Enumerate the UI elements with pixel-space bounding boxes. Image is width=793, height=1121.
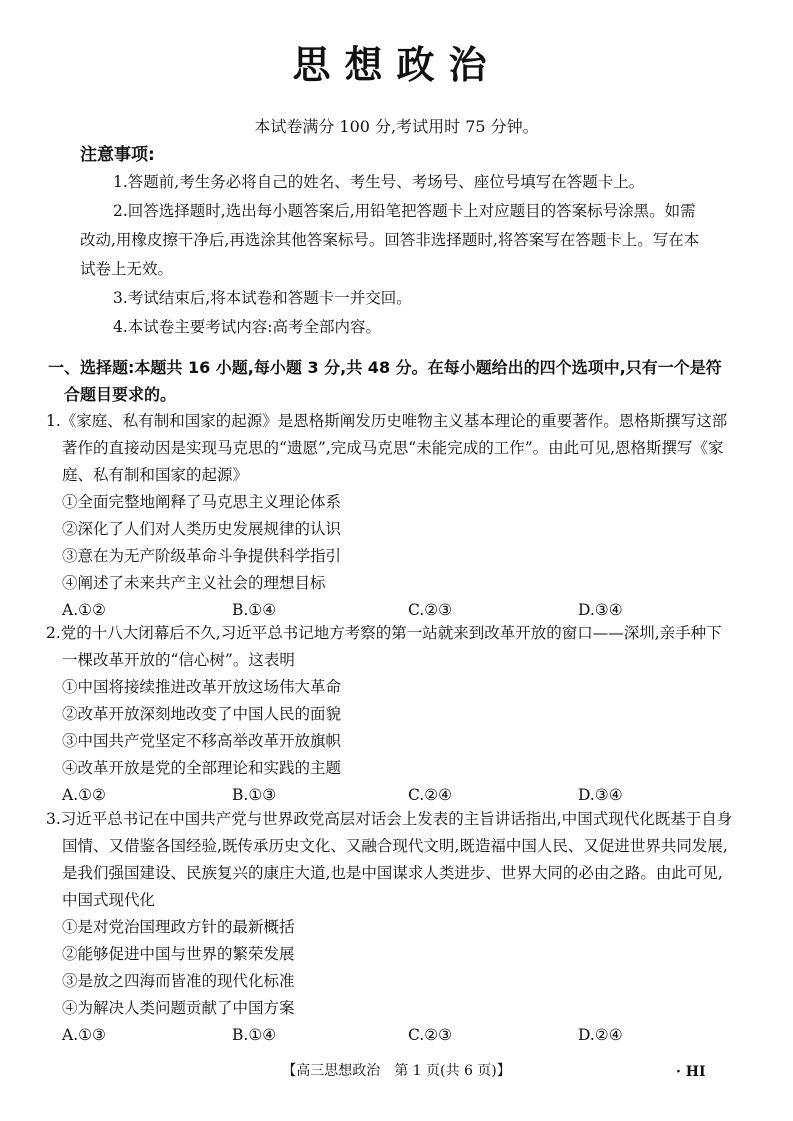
question-stem: 1.《家庭、私有制和国家的起源》是恩格斯阐发历史唯物主义基本理论的重要著作。恩格斯撰写这部著作的直接动因是实现马克思的“遗愿”,完成马克思“未能完成的工作”。由此可见,恩格斯撰写《家庭、私有制和国家的起源》 <box>46 412 728 484</box>
notice-item: 1.答题前,考生务必将自己的姓名、考生号、考场号、座位号填写在答题卡上。 <box>113 173 645 191</box>
question-1 <box>46 408 736 624</box>
question-stem: 3.习近平总书记在中国共产党与世界政党高层对话会上发表的主旨讲话指出,中国式现代化既基于自身国情、又借鉴各国经验,既传承历史文化、又融合现代文明,既造福中国人民、又促进世界共同发展,是我们强国建设、民族复兴的康庄大道,也是中国谋求人类进步、世界大同的必由之路。由此可见,中国式现代化 <box>46 810 733 909</box>
statement: ①是对党治国理政方针的最新概括 <box>62 918 295 936</box>
section-heading-line: 一、选择题:本题共 16 小题,每小题 3 分,共 48 分。在每小题给出的四个选项中,只有一个是符 <box>48 358 722 377</box>
answer-options <box>46 1022 736 1049</box>
statement: ②能够促进中国与世界的繁荣发展 <box>62 945 295 963</box>
notice-list <box>80 168 700 342</box>
option-b: B.①④ <box>232 601 277 619</box>
statement: ④改革开放是党的全部理论和实践的主题 <box>62 759 342 777</box>
section-heading <box>48 354 738 408</box>
option-c: C.②③ <box>408 601 453 619</box>
option-d: D.③④ <box>578 601 623 619</box>
option-b: B.①③ <box>232 786 277 804</box>
option-a: A.①② <box>62 786 106 804</box>
question-3 <box>46 806 736 1049</box>
question-2 <box>46 620 736 809</box>
option-a: A.①② <box>62 601 106 619</box>
statement: ②深化了人们对人类历史发展规律的认识 <box>62 520 342 538</box>
page-footer: 【高三思想政治 第 1 页(共 6 页)】 <box>282 1063 511 1079</box>
statement: ①中国将接续推进改革开放这场伟大革命 <box>62 678 342 696</box>
statement: ③中国共产党坚定不移高举改革开放旗帜 <box>62 732 342 750</box>
option-c: C.②④ <box>408 786 453 804</box>
notice-item: 3.考试结束后,将本试卷和答题卡一并交回。 <box>113 289 412 307</box>
option-c: C.②③ <box>408 1026 453 1044</box>
option-b: B.①④ <box>232 1026 277 1044</box>
statement: ④阐述了未来共产主义社会的理想目标 <box>62 574 326 592</box>
option-a: A.①③ <box>62 1026 106 1044</box>
statement: ②改革开放深刻地改变了中国人民的面貌 <box>62 705 342 723</box>
notice-item: 4.本试卷主要考试内容:高考全部内容。 <box>113 318 382 336</box>
statement: ①全面完整地阐释了马克思主义理论体系 <box>62 493 342 511</box>
answer-options <box>46 782 736 809</box>
exam-info: 本试卷满分 100 分,考试用时 75 分钟。 <box>254 117 539 136</box>
page-title: 思想政治 <box>292 43 501 87</box>
statement: ③是放之四海而皆准的现代化标准 <box>62 972 295 990</box>
option-d: D.③④ <box>578 786 623 804</box>
notice-item: 2.回答选择题时,选出每小题答案后,用铅笔把答题卡上对应题目的答案标号涂黑。如需改动,用橡皮擦干净后,再选涂其他答案标号。回答非选择题时,将答案写在答题卡上。写在本试卷上无效。 <box>80 202 700 278</box>
notice-heading: 注意事项: <box>80 145 155 165</box>
statement: ③意在为无产阶级革命斗争提供科学指引 <box>62 547 342 565</box>
option-d: D.②④ <box>578 1026 623 1044</box>
statement: ④为解决人类问题贡献了中国方案 <box>62 999 295 1017</box>
section-heading-line: 合题目要求的。 <box>64 385 177 404</box>
corner-mark: · HI <box>676 1064 706 1080</box>
question-stem: 2.党的十八大闭幕后不久,习近平总书记地方考察的第一站就来到改革开放的窗口——深圳,亲手种下一棵改革开放的“信心树”。这表明 <box>46 624 722 669</box>
